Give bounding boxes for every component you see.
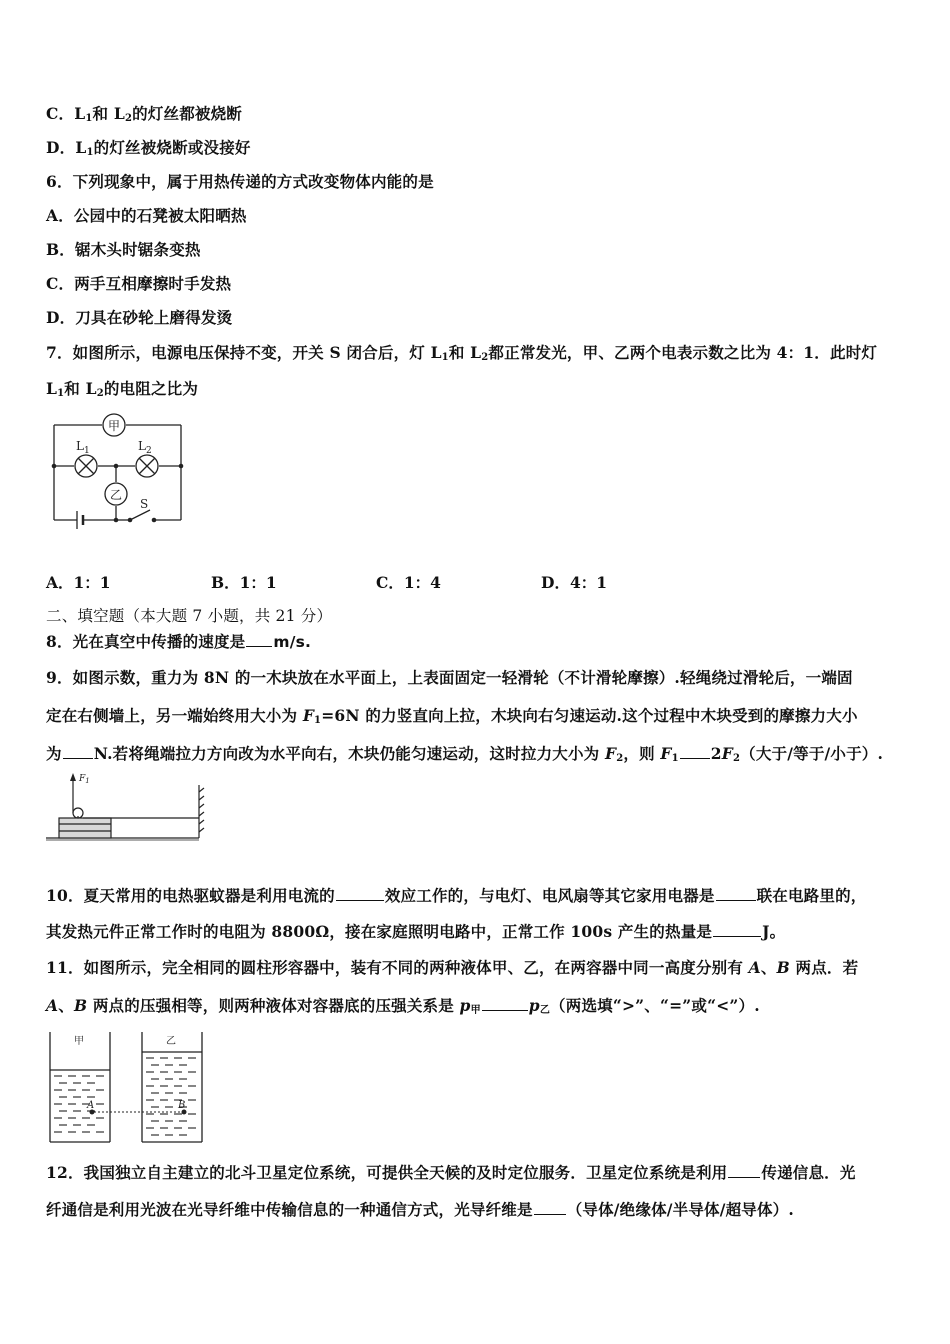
meter-jia-label: 甲 [108,419,121,433]
q11-containers-figure [44,1026,212,1148]
q7-stem-line2: $L_1$和 $L_2$的电阻之比为 [46,379,199,399]
container-yi-label: 乙 [166,1036,176,1047]
q9-line2: 定在右侧墙上，另一端始终用大小为 $F_1=6N$ 的力竖直向上拉，木块向右匀速运动.这个过程中木块受到的摩擦力大小 [46,706,858,726]
point-a-label: A [87,1100,95,1111]
q12-line2: 纤通信是利用光波在光导纤维中传输信息的一种通信方式，光导纤维是 （导体/绝缘体/半导体/超导体）. [46,1200,794,1219]
q11-line1: 11．如图所示，完全相同的圆柱形容器中，装有不同的两种液体甲、乙，在两容器中同一高度分别有 A、B 两点．若 [46,958,859,977]
liquid-left [54,1076,104,1132]
q6-stem: 6．下列现象中，属于用热传递的方式改变物体内能的是 [46,172,434,191]
q7-circuit-figure [44,410,189,538]
liquid-right [146,1058,196,1135]
q5-option-c: C．$L_1$和 $L_2$的灯丝都被烧断 [46,104,243,124]
q7-option-d: D．4：1 [541,573,608,592]
container-jia-label: 甲 [74,1036,84,1047]
q7-option-a: A．1：1 [46,573,111,592]
q7-option-b: B．1：1 [211,573,277,592]
lamp2-label: $L_2$ [138,439,152,456]
q6-option-c: C．两手互相摩擦时手发热 [46,274,232,293]
q8: 8．光在真空中传播的速度是 m/s. [46,632,312,651]
q5-option-d: D．$L_1$的灯丝被烧断或没接好 [46,138,251,158]
q7-stem-line1: 7．如图所示，电源电压保持不变，开关 S 闭合后，灯 $L_1$和 $L_2$都正常发光，甲、乙两个电表示数之比为 4：1．此时灯 [46,343,878,363]
q10-line1: 10．夏天常用的电热驱蚊器是利用电流的 效应工作的，与电灯、电风扇等其它家用电器是 联在电路里的， [46,886,867,905]
q9-block-pulley-figure [44,770,209,845]
section-heading: 二、填空题（本大题 7 小题，共 21 分） [46,607,333,625]
q11-line2: A、B 两点的压强相等，则两种液体对容器底的压强关系是 $p_甲$ $p_乙$（两选填“>”、“=”或“<”）. [46,996,760,1016]
q9-line3: 为 N.若将绳端拉力方向改为水平向右，木块仍能匀速运动，这时拉力大小为 $F_2$，则 $F_1$ $2F_2$（大于/等于/小于）. [46,744,884,764]
q6-option-a: A．公园中的石凳被太阳晒热 [46,206,247,225]
q7-option-c: C．1：4 [376,573,441,592]
switch-label: S [140,497,149,511]
lamp1-label: $L_1$ [76,439,90,456]
q12-line1: 12．我国独立自主建立的北斗卫星定位系统，可提供全天候的及时定位服务．卫星定位系统是利用 传递信息．光 [46,1163,856,1182]
meter-yi-label: 乙 [110,488,123,502]
q6-option-d: D．刀具在砂轮上磨得发烫 [46,308,233,327]
q9-line1: 9．如图示数，重力为 8N 的一木块放在水平面上，上表面固定一轻滑轮（不计滑轮摩擦）.轻绳绕过滑轮后，一端固 [46,668,853,687]
point-b-label: B [178,1100,186,1111]
q10-line2: 其发热元件正常工作时的电阻为 8800Ω，接在家庭照明电路中，正常工作 100s 产生的热量是 J。 [46,922,786,941]
force-label: $F_1$ [79,774,90,785]
q6-option-b: B．锯木头时锯条变热 [46,240,201,259]
